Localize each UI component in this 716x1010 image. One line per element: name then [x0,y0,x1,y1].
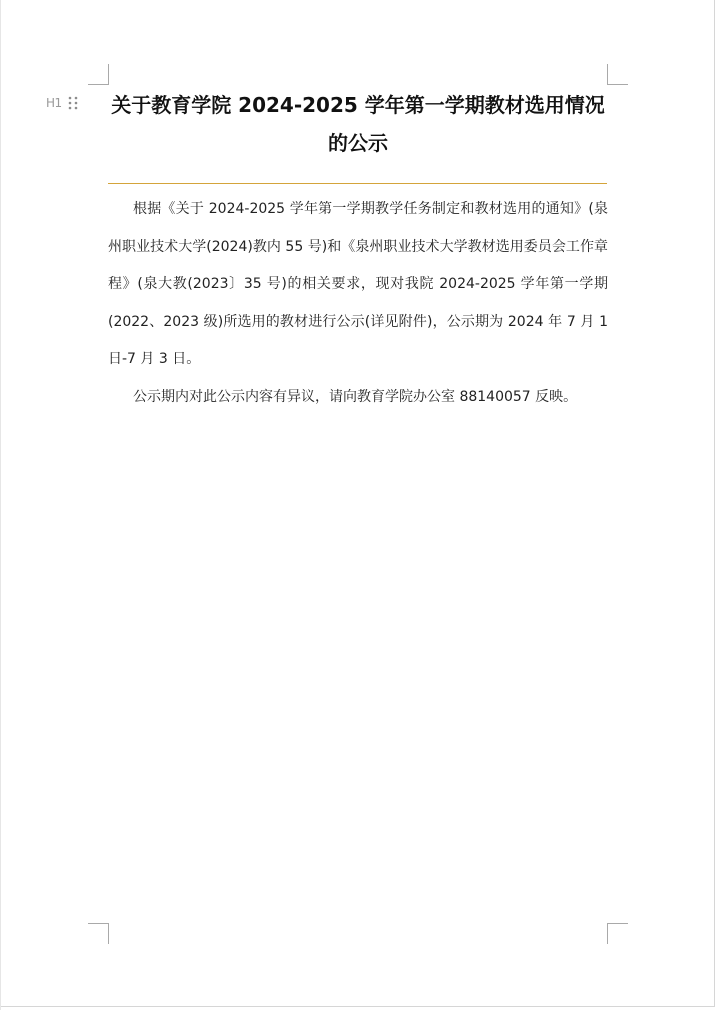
page-edge [0,0,1,1010]
document-body[interactable] [108,191,608,416]
margin-corner-top-right [607,64,628,85]
heading-level-icon[interactable]: H1 [46,96,62,110]
document-title[interactable]: 关于教育学院 2024-2025 学年第一学期教材选用情况的公示 [111,93,605,155]
body-paragraph-1[interactable]: 根据《关于 2024-2025 学年第一学期教学任务制定和教材选用的通知》(泉州职业技术大学(2024)教内 55 号)和《泉州职业技术大学教材选用委员会工作章程》(泉大教(2023〕35 号)的相关要求，现对我院 2024-2025 学年第一学期(2022、2023 级)所选用的教材进行公示(详见附件)，公示期为 2024 年 7 月 1 日-7 月 3 日。 [108,201,608,367]
body-paragraph-2[interactable]: 公示期内对此公示内容有异议，请向教育学院办公室 88140057 反映。 [133,388,578,405]
margin-corner-bottom-right [607,923,628,944]
heading-tools[interactable] [46,94,78,112]
margin-corner-top-left [88,64,109,85]
margin-corner-bottom-left [88,923,109,944]
drag-handle-icon[interactable] [68,96,78,110]
title-divider [108,183,607,184]
